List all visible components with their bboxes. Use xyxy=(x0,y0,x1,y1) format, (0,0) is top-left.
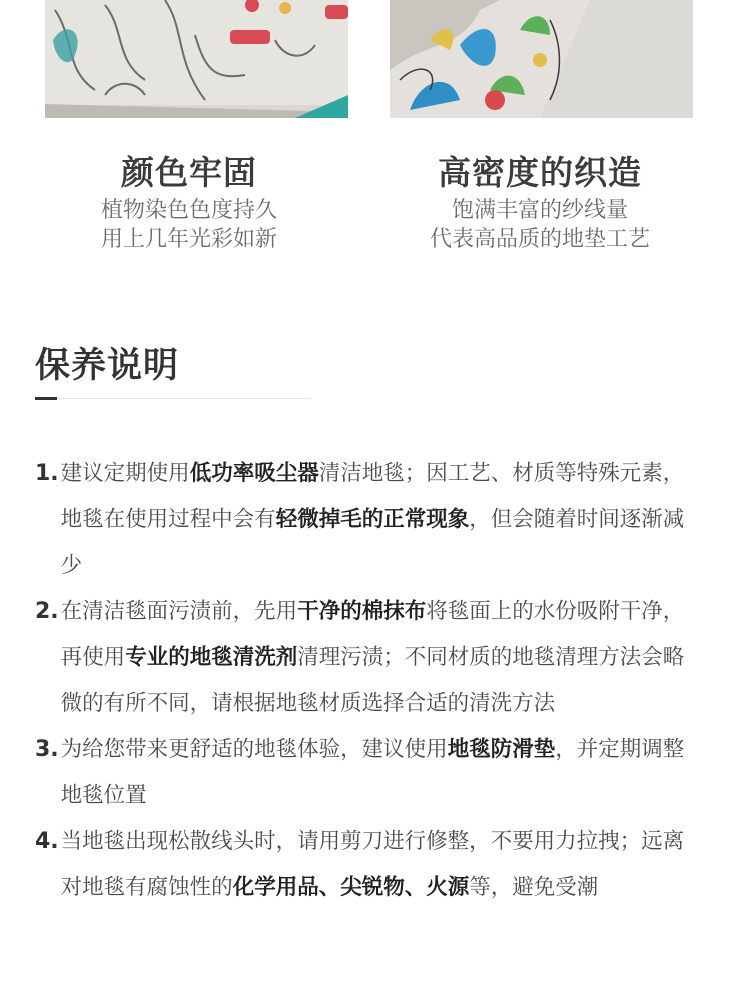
care-item-text xyxy=(61,451,685,589)
care-item-text xyxy=(61,589,685,727)
rug-closeup-photo-right xyxy=(390,0,693,118)
care-item-text-segment: ，但会随着时间逐渐减少 xyxy=(60,507,685,578)
care-item xyxy=(35,451,685,589)
care-item-text-segment: 为给您带来更舒适的地毯体验，建议使用 xyxy=(60,737,448,762)
care-item-text-segment: 在清洁毯面污渍前，先用 xyxy=(60,599,298,624)
care-item-text-segment: 清洁地毯；因工艺、材质等特殊元素，地毯在使用过程中会有 xyxy=(60,461,685,532)
care-item xyxy=(35,819,685,911)
care-item-highlight: 干净的棉抹布 xyxy=(297,599,427,624)
care-item xyxy=(35,589,685,727)
care-item-highlight: 化学用品、尖锐物、火源 xyxy=(232,875,470,900)
feature-color-fastness xyxy=(39,150,339,254)
care-item-number: 1. xyxy=(35,461,59,486)
feature-description-line: 代表高品质的地垫工艺 xyxy=(429,227,650,252)
care-item-text-segment: 清理污渍；不同材质的地毯清理方法会略微的有所不同，请根据地毯材质选择合适的清洗方法 xyxy=(60,645,685,716)
care-item xyxy=(35,727,685,819)
care-item-text-segment: 建议定期使用 xyxy=(60,461,190,486)
rug-pattern-illustration xyxy=(45,0,348,118)
care-item-text-segment: ，并定期调整地毯位置 xyxy=(60,737,685,808)
section-title: 保养说明 xyxy=(35,346,180,386)
section-divider xyxy=(35,398,310,399)
feature-description-line: 用上几年光彩如新 xyxy=(100,227,277,252)
care-item-number: 3. xyxy=(35,737,59,762)
feature-title: 高密度的织造 xyxy=(438,153,642,192)
care-item-text-segment: 当地毯出现松散线头时，请用剪刀进行修整，不要用力拉拽；远离对地毯有腐蚀性的 xyxy=(60,829,685,900)
rug-weave-illustration xyxy=(390,0,693,118)
care-item-text xyxy=(61,727,685,819)
feature-description-line: 饱满丰富的纱线量 xyxy=(451,198,628,223)
care-item-highlight: 低功率吸尘器 xyxy=(189,461,319,486)
care-item-text xyxy=(61,819,685,911)
rug-closeup-photo-left xyxy=(45,0,348,118)
feature-description-line: 植物染色色度持久 xyxy=(100,198,277,223)
care-item-highlight: 专业的地毯清洗剂 xyxy=(125,645,298,670)
feature-title: 颜色牢固 xyxy=(121,153,257,192)
care-item-highlight: 轻微掉毛的正常现象 xyxy=(275,507,470,532)
care-instructions-list xyxy=(35,451,685,911)
care-item-highlight: 地毯防滑垫 xyxy=(447,737,556,762)
care-item-text-segment: 将毯面上的水份吸附干净，再使用 xyxy=(60,599,685,670)
feature-high-density-weave xyxy=(390,150,690,254)
care-item-number: 4. xyxy=(35,829,59,854)
care-item-text-segment: 等，避免受潮 xyxy=(469,875,599,900)
care-item-number: 2. xyxy=(35,599,59,624)
section-title-accent-bar xyxy=(35,397,57,400)
